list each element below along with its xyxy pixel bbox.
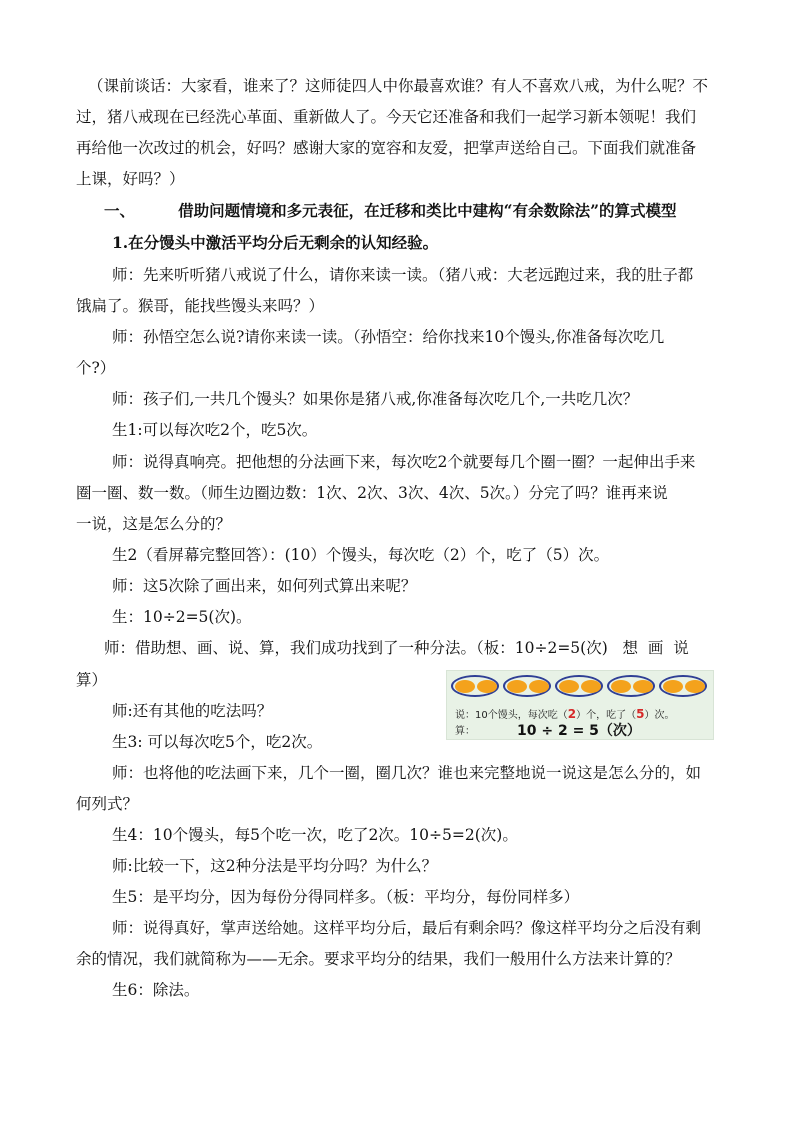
text-line: 师：这5次除了画出来，如何列式算出来呢？: [112, 577, 417, 595]
text-line: 生2（看屏幕完整回答）：(10）个馒头，每次吃（2）个，吃了（5）次。: [112, 546, 610, 564]
bun-icon: [611, 680, 631, 693]
text-line: 余的情况，我们就简称为——无余。要求平均分的结果，我们一般用什么方法来计算的？: [76, 950, 681, 968]
calc-label: 算：: [455, 726, 475, 737]
text-line: 再给他一次改过的机会，好吗？感谢大家的宽容和友爱，把掌声送给自己。下面我们就准备: [76, 139, 697, 157]
text-line: 师：说得真好，掌声送给她。这样平均分后，最后有剩余吗？像这样平均分之后没有剩: [112, 919, 702, 937]
text-line: 过，猪八戒现在已经洗心革面、重新做人了。今天它还准备和我们一起学习新本领呢！我们: [76, 108, 697, 126]
bun-group-circle: [451, 675, 499, 697]
bun-icon: [455, 680, 475, 693]
text-line: 师：也将他的吃法画下来，几个一圈，圈几次？谁也来完整地说一说这是怎么分的，如: [112, 764, 702, 782]
text-line: 师:比较一下，这2种分法是平均分吗？为什么？: [112, 857, 438, 875]
text-line: 算）: [76, 671, 108, 689]
bun-group-circle: [555, 675, 603, 697]
bun-icon: [685, 680, 705, 693]
bun-icon: [559, 680, 579, 693]
bun-icon: [581, 680, 601, 693]
text-line: 生：10÷2=5(次)。: [112, 608, 252, 626]
text-line: 师:还有其他的吃法吗？: [112, 702, 273, 720]
bun-group-circle: [607, 675, 655, 697]
text-line: 一说，这是怎么分的？: [76, 515, 232, 533]
text-line: 生1:可以每次吃2个，吃5次。: [112, 421, 318, 439]
text-line: 圈一圈、数一数。（师生边圈边数：1次、2次、3次、4次、5次。）分完了吗？谁再来说: [76, 484, 668, 502]
text-line: 师：孙悟空怎么说?请你来读一读。（孙悟空：给你找来10个馒头,你准备每次吃几: [112, 328, 665, 346]
division-illustration: [446, 670, 714, 740]
text-line: 师：说得真响亮。把他想的分法画下来，每次吃2个就要每几个圈一圈？一起伸出手来: [112, 453, 696, 471]
text-line: 师：借助想、画、说、算，我们成功找到了一种分法。（板：10÷2=5(次) 想 画 说: [104, 639, 689, 657]
text-line: 师：先来听听猪八戒说了什么，请你来读一读。（猪八戒：大老远跑过来，我的肚子都: [112, 266, 694, 284]
section-heading: 一、 借助问题情境和多元表征，在迁移和类比中建构“有余数除法”的算式模型: [104, 201, 677, 220]
text-line: 生4：10个馒头，每5个吃一次，吃了2次。10÷5=2(次)。: [112, 826, 518, 844]
calc-equation: 10 ÷ 2 = 5（次）: [517, 723, 641, 739]
say-suffix: ）次。: [644, 710, 675, 721]
bun-group-circle: [659, 675, 707, 697]
text-line: 个?）: [76, 359, 116, 377]
subsection-heading: 1.在分馒头中激活平均分后无剩余的认知经验。: [112, 233, 439, 252]
say-per-group-value: 2: [567, 707, 577, 721]
text-line: 生5：是平均分，因为每份分得同样多。（板：平均分，每份同样多）: [112, 888, 580, 906]
say-prefix: 说：10个馒头，每次吃（: [455, 710, 568, 721]
text-line: 生3: 可以每次吃5个，吃2次。: [112, 733, 323, 751]
text-line: 饿扁了。猴哥，能找些馒头来吗？）: [76, 297, 325, 315]
text-line: 何列式？: [76, 795, 139, 813]
say-sentence: [455, 708, 674, 722]
say-times-value: 5: [636, 707, 645, 721]
text-line: 师：孩子们,一共几个馒头？如果你是猪八戒,你准备每次吃几个,一共吃几次？: [112, 390, 639, 408]
bun-icon: [477, 680, 497, 693]
say-middle: ）个，吃了（: [576, 710, 637, 721]
bun-group-circle: [503, 675, 551, 697]
bun-icon: [663, 680, 683, 693]
bun-icon: [507, 680, 527, 693]
bun-groups: [449, 675, 713, 699]
text-line: 上课，好吗？）: [76, 170, 185, 188]
bun-icon: [529, 680, 549, 693]
text-line: （课前谈话：大家看，谁来了？这师徒四人中你最喜欢谁？有人不喜欢八戒，为什么呢？不: [88, 77, 709, 95]
text-line: 生6：除法。: [112, 981, 200, 999]
bun-icon: [633, 680, 653, 693]
